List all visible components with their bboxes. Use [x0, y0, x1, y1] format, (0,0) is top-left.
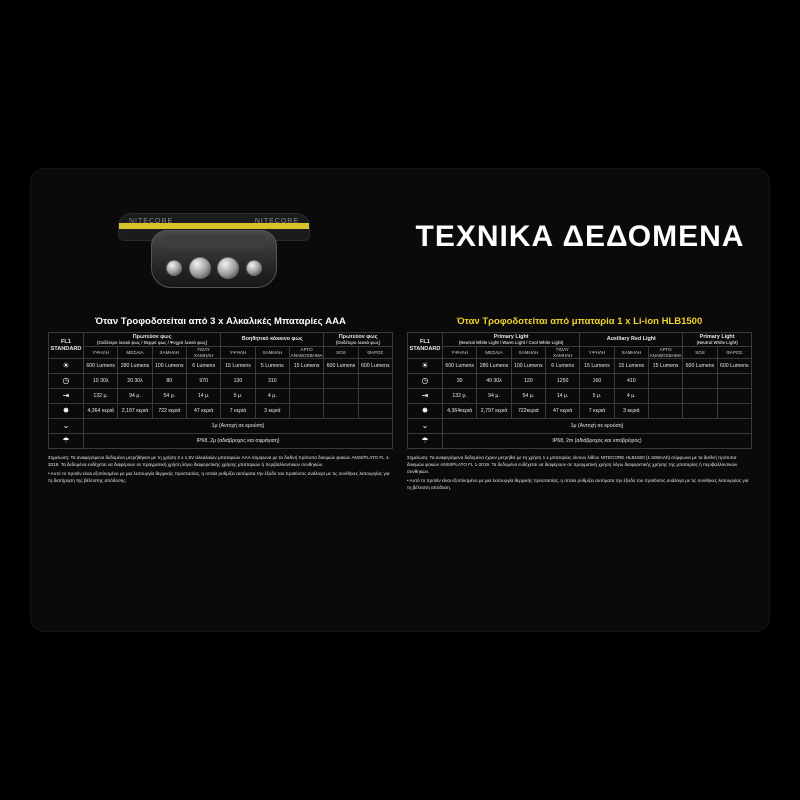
cell: 15 Lumens: [648, 359, 682, 374]
col-header: ΥΨΗΛΗ: [580, 347, 614, 359]
cell: 280 Lumens: [118, 359, 152, 374]
cell: 5 Lumens: [255, 359, 289, 374]
brand-left-label: NITECORE: [129, 218, 174, 225]
cell: 15 Lumens: [221, 359, 255, 374]
cell: 30: [443, 374, 477, 389]
left-notes: [48, 455, 393, 485]
cell: 600 Lumens: [443, 359, 477, 374]
lumens-icon: ☀: [49, 359, 84, 374]
cell: 4 μ.: [614, 389, 648, 404]
cell: [289, 389, 323, 404]
col-header: ΧΑΜΗΛΗ: [152, 347, 186, 359]
col-header: ΑΡΓΟ ΑΝΑΒΟΣΒΗΜΑ: [290, 347, 323, 358]
cell: 20 30λ: [118, 374, 152, 389]
note-line: • Αυτό το προϊόν είναι εξοπλισμένο με μια λειτουργία θερμικής προστασίας, η οποία ρυθμίζει αυτόματα την έξοδο του προϊόντος ανάλογα με τις συνθήκες λειτουργίας για τη διατήρηση της βέλτιστης απόδοσης.: [48, 471, 390, 484]
cell: 5 μ.: [580, 389, 614, 404]
waterproof-icon: ☂: [408, 434, 443, 449]
cell: 120: [511, 374, 545, 389]
col-header: ΠΟΛΥ ΧΑΜΗΛΗ: [186, 347, 220, 359]
table-row: [408, 404, 752, 419]
cell: 3 κεριά: [614, 404, 648, 419]
right-table-heading: Όταν Τροφοδοτείται από μπαταρία 1 x Li-ion HLB1500: [456, 316, 703, 327]
col-header: ΜΕΣΑΙΑ: [477, 347, 511, 359]
cell: [648, 404, 682, 419]
col-header: ΧΑΜΗΛΗ: [614, 347, 648, 359]
col-header: SOS: [324, 347, 358, 359]
cell: 970: [186, 374, 220, 389]
col-header: ΜΕΣΑΙΑ: [118, 347, 152, 359]
col-header: ΥΨΗΛΗ: [221, 347, 255, 359]
led-icon: [217, 257, 239, 279]
cell: 3 κεριά: [255, 404, 289, 419]
cell: [717, 374, 751, 389]
group-sublabel: (Ουδέτερο λευκό φως / Θερμό φως / Ψυχρό λευκό φως): [97, 340, 208, 346]
cell: 600 Lumens: [717, 359, 751, 374]
table-row: [408, 389, 752, 404]
cell: [289, 404, 323, 419]
col-header: ΠΟΛΥ ΧΑΜΗΛΗ: [545, 347, 579, 359]
cell: 47 κεριά: [186, 404, 220, 419]
cell: 6 Lumens: [545, 359, 579, 374]
table-row: [49, 404, 393, 419]
note-line: Σημείωση: Τα αναφερόμενα δεδομένα μετρήθηκαν με τη χρήση 3 x 1,5V αλκαλικών μπαταριών AAA σύμφωνα με τα διεθνή πρότυπα δοκιμών φακών ANSI/PLATO FL 1-2019. Τα δεδομένα ενδέχεται να διαφέρουν σε πραγματική χρήση λόγω διαφορετικής χρήσης μπαταριών ή περιβαλλοντικών συνθηκών.: [48, 455, 390, 468]
cell: 2,797 κεριά: [477, 404, 511, 419]
group-sublabel: (Neutral White Light / Warm Light / Cool White Light): [459, 340, 564, 346]
spec-panel: [30, 168, 770, 632]
cell: 6 Lumens: [186, 359, 220, 374]
right-notes: [407, 455, 752, 491]
group-label: Auxiliary Red Light: [606, 336, 656, 343]
product-image: [30, 168, 400, 328]
cell: [683, 374, 717, 389]
tables-container: [48, 316, 752, 494]
cell: 14 μ.: [186, 389, 220, 404]
impact-icon: ⌄: [49, 419, 84, 434]
group-header-primary2: [324, 333, 393, 347]
cell: [648, 389, 682, 404]
cell: [683, 404, 717, 419]
table-row: [49, 419, 393, 434]
left-spec-column: [48, 316, 393, 494]
cell: 722κεριά: [511, 404, 545, 419]
col-header: SOS: [683, 347, 717, 359]
cell: 54 μ.: [511, 389, 545, 404]
cell: [289, 374, 323, 389]
col-header: ΦΑΡΟΣ: [358, 347, 392, 359]
group-label: Primary Light: [493, 333, 529, 340]
cell: 40 30λ: [477, 374, 511, 389]
page-title: ΤΕΧΝΙΚΑ ΔΕΔΟΜΕΝΑ: [415, 220, 745, 253]
note-line: • Αυτό το προϊόν είναι εξοπλισμένο με μια λειτουργία θερμικής προστασίας, η οποία ρυθμίζει αυτόματα την έξοδο του προϊόντος ανάλογα με τις συνθήκες λειτουργίας για τη βέλτιστη απόδοση.: [407, 478, 749, 491]
table-row: [408, 347, 752, 359]
cell: [358, 374, 392, 389]
group-label: Πρωτεύον φως: [132, 333, 172, 340]
distance-icon: ⇥: [408, 389, 443, 404]
brand-right-label: NITECORE: [254, 218, 299, 225]
table-row: [49, 434, 393, 449]
col-header: ΥΨΗΛΗ: [84, 347, 118, 359]
col-header: ΦΑΡΟΣ: [717, 347, 751, 359]
led-array: [166, 255, 262, 281]
cell: 160: [580, 374, 614, 389]
cell-waterproof: IP68, 2μ (αδιάβροχος και σφράγιση): [84, 434, 393, 449]
lamp-top-panel: [162, 235, 266, 249]
cell: 4,364κεριά: [443, 404, 477, 419]
cell: 80: [152, 374, 186, 389]
cell: 600 Lumens: [358, 359, 392, 374]
cell: 14 μ.: [545, 389, 579, 404]
table-row: [408, 419, 752, 434]
table-row: [408, 333, 752, 347]
table-row: [408, 374, 752, 389]
cell: 4,364 κεριά: [84, 404, 118, 419]
table-row: [49, 389, 393, 404]
group-label: Βοηθητικό κόκκινο φως: [241, 336, 303, 343]
col-header: ΥΨΗΛΗ: [443, 347, 477, 359]
cell: 100 Lumens: [511, 359, 545, 374]
cell: 130: [221, 374, 255, 389]
intensity-icon: ✸: [49, 404, 84, 419]
cell: 2,197 κεριά: [118, 404, 152, 419]
cell: [717, 404, 751, 419]
cell: 600 Lumens: [324, 359, 358, 374]
right-spec-table: [407, 332, 752, 449]
headlamp-illustration: [118, 213, 308, 293]
cell: 10 30λ: [84, 374, 118, 389]
table-row: [49, 374, 393, 389]
fl1-standard-label: FL1 STANDARD: [49, 333, 84, 359]
group-header-aux-red: [580, 333, 683, 347]
fl1-standard-label: FL1 STANDARD: [408, 333, 443, 359]
group-header-primary: [443, 333, 580, 347]
left-table-heading: Όταν Τροφοδοτείται από 3 x Αλκαλικές Μπαταρίες AAA: [95, 316, 346, 327]
cell: 15 Lumens: [580, 359, 614, 374]
cell: 94 μ.: [477, 389, 511, 404]
table-row: [49, 347, 393, 359]
cell: 100 Lumens: [152, 359, 186, 374]
right-spec-column: [407, 316, 752, 494]
cell: 722 κεριά: [152, 404, 186, 419]
cell-impact: 1μ (Αντοχή σε κρούση): [84, 419, 393, 434]
note-line: Σημείωση: Τα αναφερόμενα δεδομένα έχουν μετρηθεί με τη χρήση 1 x μπαταρίας ιόντων λιθίου NITECORE HLB1500 (1.500mAh) σύμφωνα με τα διεθνή πρότυπα δοκιμών φακών ANSI/PLATO FL 1-2019. Τα δεδομένα ενδέχεται να διαφέρουν σε πραγματική χρήση λόγω διαφορετικής χρήσης της μπαταρίας ή περιβαλλοντικών συνθηκών.: [407, 455, 738, 475]
cell: 600 Lumens: [84, 359, 118, 374]
runtime-icon: ◷: [408, 374, 443, 389]
intensity-icon: ✸: [408, 404, 443, 419]
cell: 5 μ.: [221, 389, 255, 404]
cell: 132 μ.: [84, 389, 118, 404]
group-label: Πρωτεύον φως: [338, 333, 378, 340]
table-row: [49, 333, 393, 347]
group-label: Primary Light: [699, 333, 735, 340]
cell: 54 μ.: [152, 389, 186, 404]
cell: 132 μ.: [443, 389, 477, 404]
runtime-icon: ◷: [49, 374, 84, 389]
cell: 7 κεριά: [580, 404, 614, 419]
group-header-primary2: [683, 333, 752, 347]
cell: 47 κεριά: [545, 404, 579, 419]
table-row: [49, 359, 393, 374]
led-icon: [166, 260, 182, 276]
waterproof-icon: ☂: [49, 434, 84, 449]
cell: 94 μ.: [118, 389, 152, 404]
cell: [358, 389, 392, 404]
impact-icon: ⌄: [408, 419, 443, 434]
group-header-aux-red: [221, 333, 324, 347]
cell: 1250: [545, 374, 579, 389]
table-row: [408, 434, 752, 449]
col-header: ΧΑΜΗΛΗ: [511, 347, 545, 359]
cell: 600 Lumens: [683, 359, 717, 374]
distance-icon: ⇥: [49, 389, 84, 404]
cell: [324, 374, 358, 389]
group-sublabel: (Neutral White Light): [696, 340, 738, 346]
cell: [324, 389, 358, 404]
lumens-icon: ☀: [408, 359, 443, 374]
cell: [648, 374, 682, 389]
col-header: ΧΑΜΗΛΗ: [255, 347, 289, 359]
cell-impact: 1μ (Αντοχή σε κρούση): [443, 419, 752, 434]
led-icon: [246, 260, 262, 276]
col-header: ΑΡΓΟ ΑΝΑΒΟΣΒΗΜΑ: [649, 347, 682, 358]
led-icon: [189, 257, 211, 279]
cell: 310: [255, 374, 289, 389]
cell: [683, 389, 717, 404]
cell: [358, 404, 392, 419]
cell: [324, 404, 358, 419]
cell: 280 Lumens: [477, 359, 511, 374]
cell: 4 μ.: [255, 389, 289, 404]
group-sublabel: (Ουδέτερο λευκό φως): [335, 340, 381, 346]
cell: 410: [614, 374, 648, 389]
cell: 7 κεριά: [221, 404, 255, 419]
group-header-primary: [84, 333, 221, 347]
cell: 15 Lumens: [289, 359, 323, 374]
left-spec-table: [48, 332, 393, 449]
cell-waterproof: IP68, 2m (αδιάβροχος και υποβρύχιος): [443, 434, 752, 449]
cell: [717, 389, 751, 404]
cell: 15 Lumens: [614, 359, 648, 374]
lamp-housing: [151, 230, 277, 288]
table-row: [408, 359, 752, 374]
